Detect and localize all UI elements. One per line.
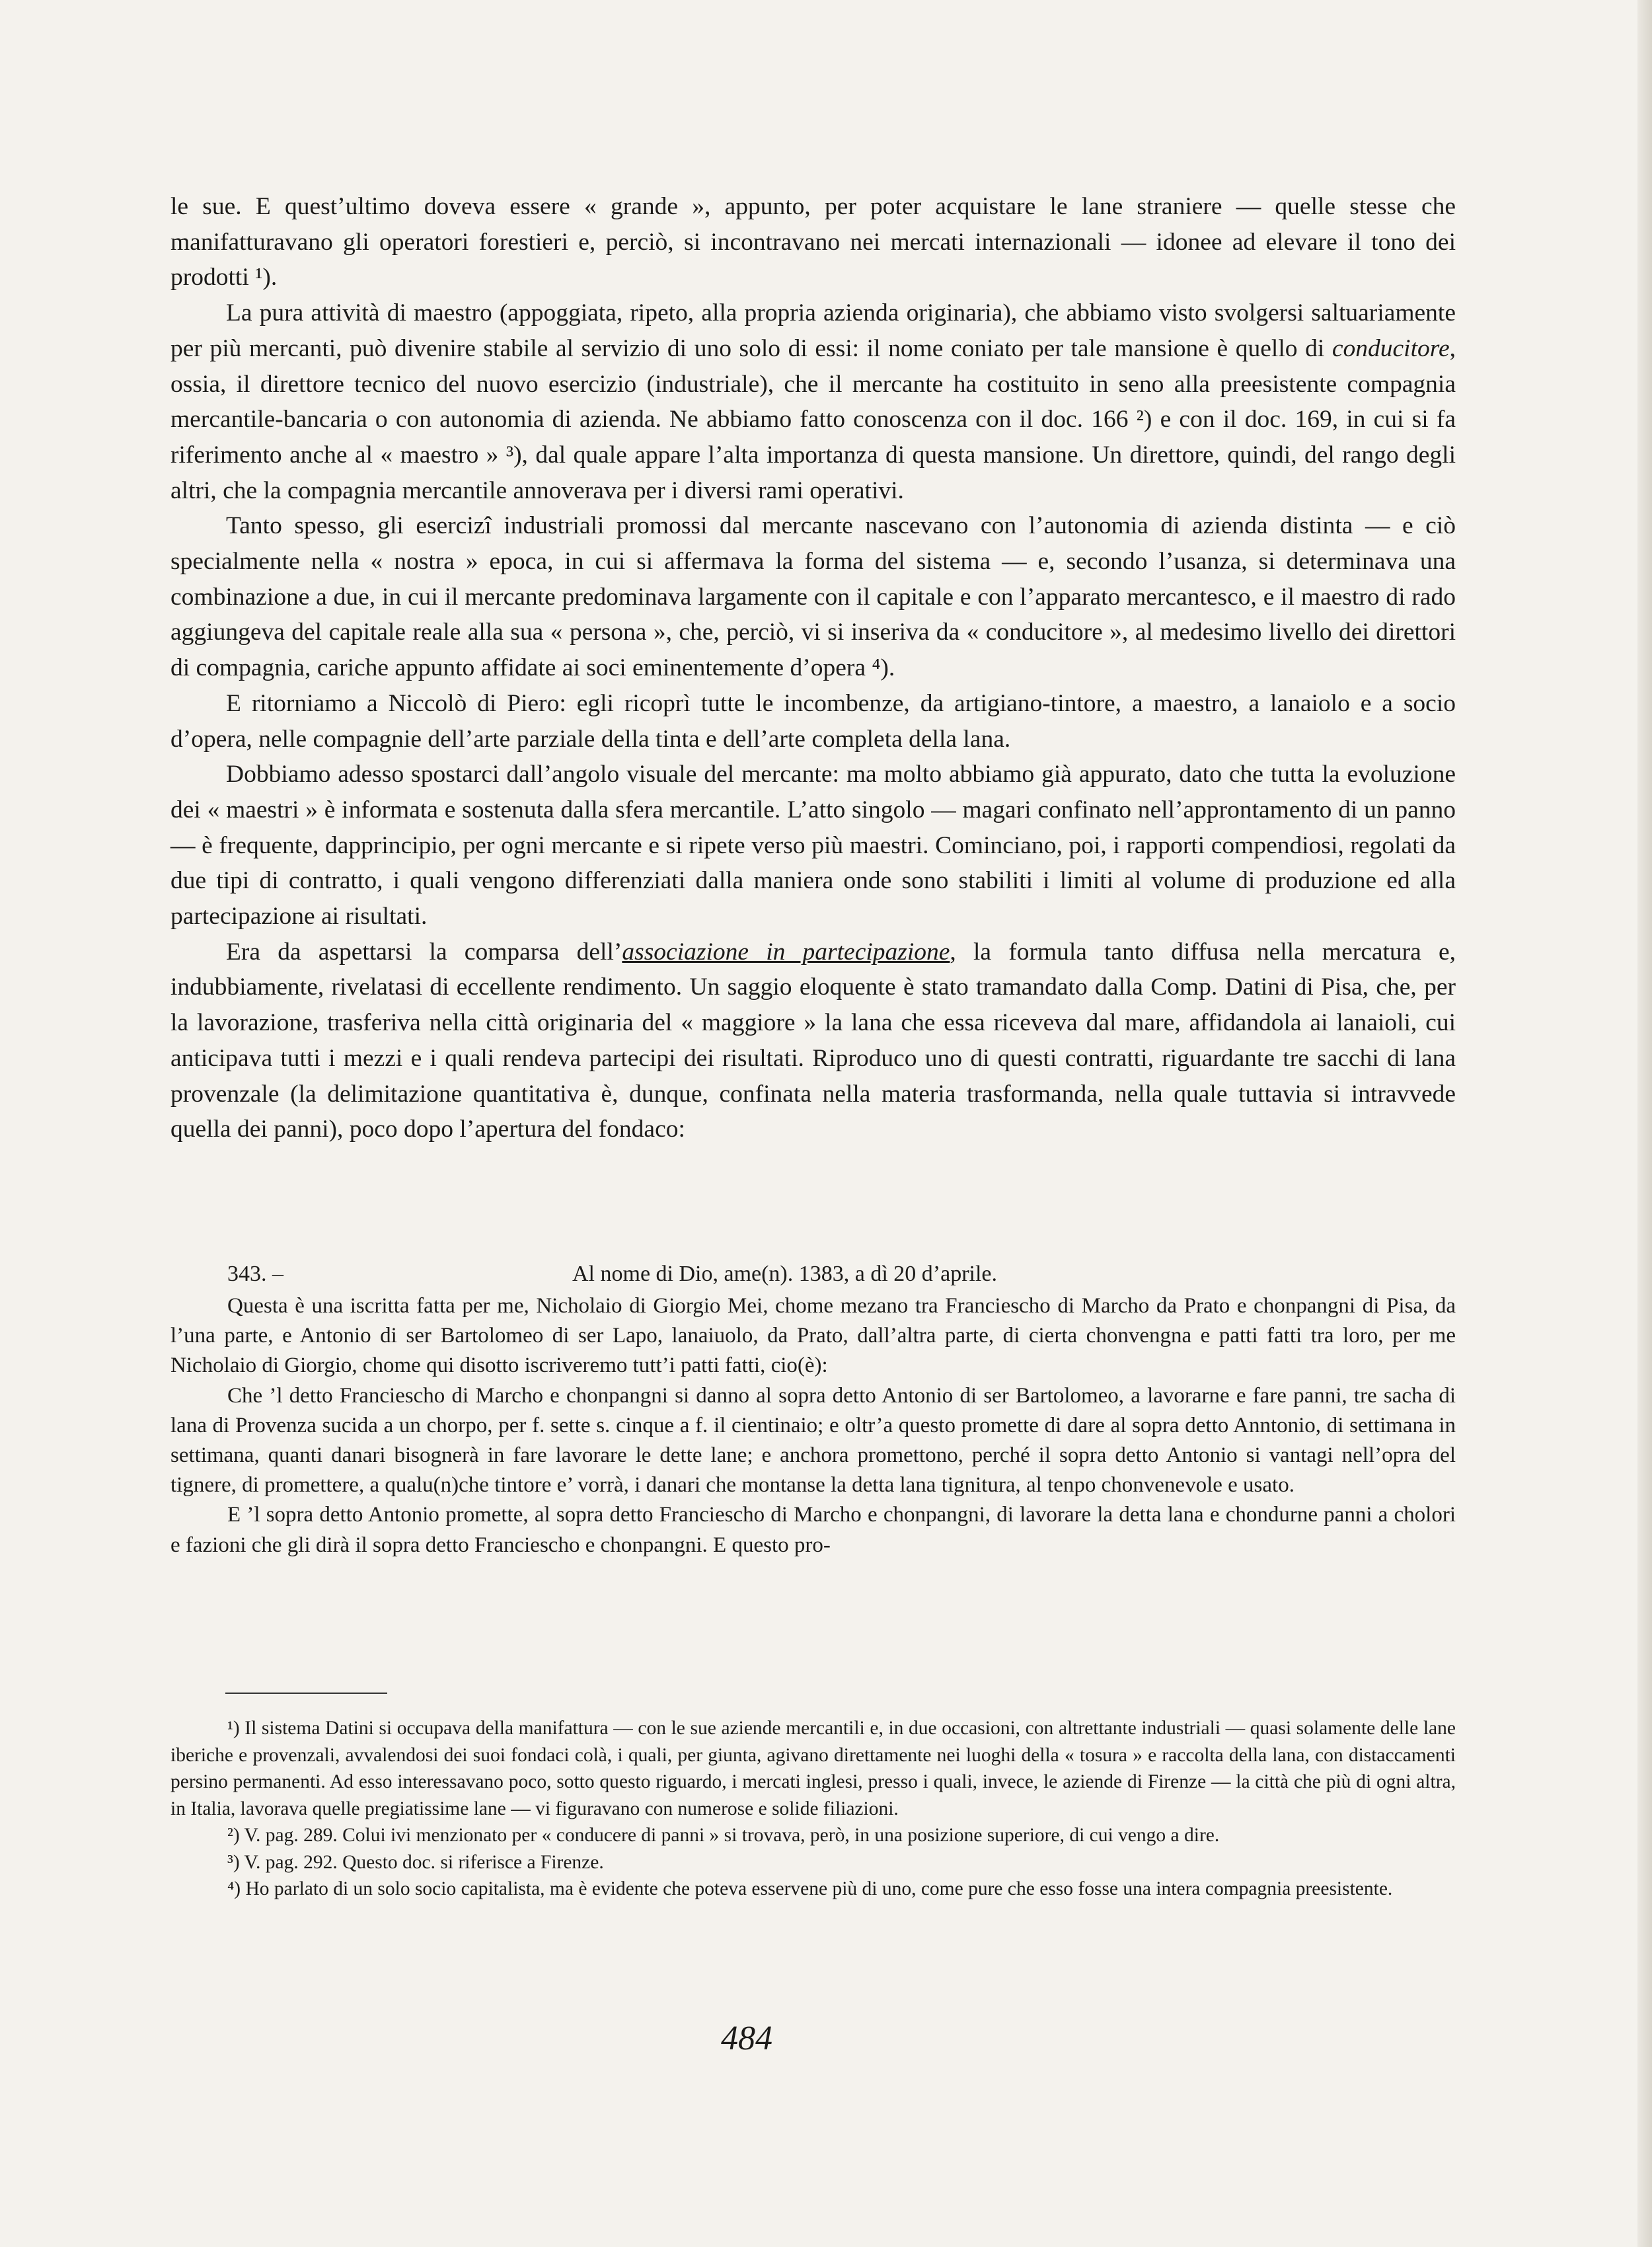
- document-number: 343. –: [227, 1262, 283, 1286]
- paragraph: [170, 295, 1456, 508]
- document-paragraph: E ’l sopra detto Antonio promette, al sopra detto Franciescho di Marcho e chonpangni, di lavorare la detta lana e chondurne panni a cholori e fazioni che gli dirà il sopra detto Franciescho e chonpangni. E questo pro-: [170, 1503, 1456, 1557]
- footnote-divider: [225, 1693, 387, 1694]
- document-paragraph: Questa è una iscritta fatta per me, Nicholaio di Giorgio Mei, chome mezano tra Franciescho di Marcho da Prato e chonpangni di Pisa, da l’una parte, e Antonio di ser Bartolomeo di ser Lapo, lanaiuolo, da Prato, dall’altra parte, di cierta chonvengna e patti fatti tra loro, per me Nicholaio di Giorgio, chome qui disotto iscriveremo tutt’i patti fatti, cio(è):: [170, 1294, 1456, 1378]
- footnote: ¹) Il sistema Datini si occupava della manifattura — con le sue aziende mercantili e, in due occasioni, con altrettante industriali — quasi solamente delle lane iberiche e provenzali, avvalendosi dei suoi fondaci colà, i quali, per giunta, agivano direttamente nei luoghi della « tosura » e raccolta della lana, con distaccamenti persino permanenti. Ad esso interessavano poco, sotto questo riguardo, i mercati inglesi, presso i quali, invece, le aziende di Firenze — la città che più di ogni altra, in Italia, lavorava quelle pregiatissime lane — vi figuravano con numerose e solide filiazioni.: [170, 1718, 1456, 1819]
- text-run: La pura attività di maestro (appoggiata, ripeto, alla propria azienda originaria), che abbiamo visto svolgersi saltuariamente per più mercanti, può divenire stabile al servizio di uno solo di essi: il nome coniato per tale mansione è quello di: [170, 299, 1456, 362]
- quoted-document: [170, 1257, 1456, 1560]
- emphasis-term: associazione in partecipazione: [622, 938, 950, 966]
- text-run: , la formula tanto diffusa nella mercatura e, indubbiamente, rivelatasi di eccellente rendimento. Un saggio eloquente è stato tramandato dalla Comp. Datini di Pisa, che, per la lavorazione, trasferiva nella città originaria del « maggiore » la lana che essa riceveva dal mare, affidandola ai lanaioli, cui anticipava tutti i mezzi e i quali rendeva partecipi dei risultati. Riproduco uno di questi contratti, riguardante tre sacchi di lana provenzale (la delimitazione quantitativa è, dunque, confinata nella materia trasformanda, nella quale tuttavia si intravvede quella dei panni), poco dopo l’apertura del fondaco:: [170, 938, 1456, 1143]
- document-paragraph: Che ’l detto Franciescho di Marcho e chonpangni si danno al sopra detto Antonio di ser Bartolomeo, a lavorarne e fare panni, tre sacha di lana di Provenza sucida a un chorpo, per f. sette s. cinque a f. il cientinaio; e oltr’a questo promette di dare al sopra detto Anntonio, di settimana in settimana, quanti danari bisognerà in fare lavorare le dette lane; e anchora promettono, perché il sopra detto Antonio si vantagi nell’opra del tignere, di promettere, a qualu(n)che tintore e’ vorrà, i danari che montanse la detta lana tignitura, al tenpo chonvenevole e usato.: [170, 1383, 1456, 1498]
- footnote: ²) V. pag. 289. Colui ivi menzionato per « conducere di panni » si trovava, però, in una posizione superiore, di cui vengo a dire.: [227, 1825, 1220, 1846]
- footnote: ³) V. pag. 292. Questo doc. si riferisce a Firenze.: [227, 1851, 604, 1873]
- document-invocation: Al nome di Dio, ame(n). 1383, a dì 20 d’aprile.: [572, 1262, 998, 1286]
- text-run: Era da aspettarsi la comparsa dell’: [226, 938, 622, 966]
- text-run: , ossia, il direttore tecnico del nuovo esercizio (industriale), che il mercante ha costituito in seno alla preesistente compagnia mercantile-bancaria o con autonomia di azienda. Ne abbiamo fatto conoscenza con il doc. 166 ²) e con il doc. 169, in cui si fa riferimento anche al « maestro » ³), dal quale appare l’alta importanza di questa mansione. Un direttore, quindi, del rango degli altri, che la compagnia mercantile annoverava per i diversi rami operativi.: [170, 334, 1456, 504]
- paragraph: [170, 934, 1456, 1147]
- paragraph: Tanto spesso, gli esercizî industriali promossi dal mercante nascevano con l’autonomia di azienda distinta — e ciò specialmente nella « nostra » epoca, in cui si affermava la forma del sistema — e, secondo l’usanza, si determinava una combinazione a due, in cui il mercante predominava largamente con il capitale e con l’apparato mercantesco, e il maestro di rado aggiungeva del capitale reale alla sua « persona », che, perciò, vi si inseriva da « conducitore », al medesimo livello dei direttori di compagnia, cariche appunto affidate ai soci eminentemente d’opera ⁴).: [170, 512, 1456, 682]
- document-heading: [170, 1257, 1456, 1291]
- paragraph: le sue. E quest’ultimo doveva essere « grande », appunto, per poter acquistare le lane straniere — quelle stesse che manifatturavano gli operatori forestieri e, perciò, si incontravano nei mercati internazionali — idonee ad elevare il tono dei prodotti ¹).: [170, 193, 1456, 291]
- paragraph: E ritorniamo a Niccolò di Piero: egli ricoprì tutte le incombenze, da artigiano-tintore, a maestro, a lanaiolo e a socio d’opera, nelle compagnie dell’arte parziale della tinta e dell’arte completa della lana.: [170, 689, 1456, 753]
- page-number: 484: [721, 2020, 772, 2057]
- emphasis-term: conducitore: [1332, 334, 1450, 362]
- paragraph: Dobbiamo adesso spostarci dall’angolo visuale del mercante: ma molto abbiamo già appurato, dato che tutta la evoluzione dei « maestri » è informata e sostenuta dalla sfera mercantile. L’atto singolo — magari confinato nell’approntamento di un panno — è frequente, dapprincipio, per ogni mercante e si ripete verso più maestri. Cominciano, poi, i rapporti compendiosi, regolati da due tipi di contratto, i quali vengono differenziati dalla maniera onde sono stabiliti i limiti al volume di produzione ed alla partecipazione ai risultati.: [170, 761, 1456, 931]
- main-text: [170, 189, 1456, 1147]
- footnotes: [170, 1715, 1456, 1903]
- footnote: ⁴) Ho parlato di un solo socio capitalista, ma è evidente che poteva esservene più di uno, come pure che esso fosse una intera compagnia preesistente.: [227, 1878, 1393, 1899]
